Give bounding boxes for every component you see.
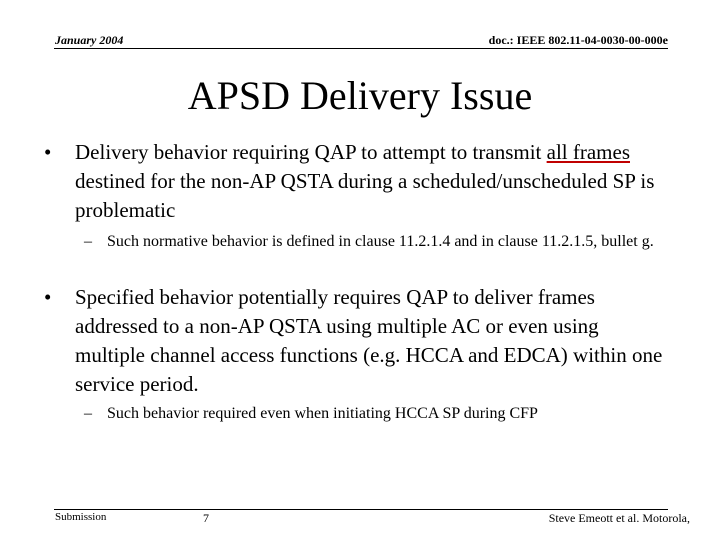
bullet-1-text-after: destined for the non-AP QSTA during a scheduled/unscheduled SP is problematic <box>75 169 655 222</box>
bullet-1-underlined: all frames <box>546 140 630 164</box>
bullet-2-text: Specified behavior potentially requires QAP to deliver frames addressed to a non-AP QSTA using multiple AC or even using multiple channel access functions (e.g. HCCA and EDCA) within one service period. <box>75 285 663 396</box>
bullet-marker: • <box>44 140 52 164</box>
footer-submission: Submission <box>55 511 107 523</box>
footer-author: Steve Emeott et al. Motorola, <box>548 511 690 525</box>
bullet-1-text <box>75 138 664 225</box>
footer-divider <box>54 509 668 510</box>
sub-bullet-2 <box>84 402 674 426</box>
bullet-1-text-before: Delivery behavior requiring QAP to attempt to transmit <box>75 140 547 164</box>
sub-bullet-marker: – <box>84 233 92 250</box>
sub-bullet-1-text: Such normative behavior is defined in clause 11.2.1.4 and in clause 11.2.1.5, bullet g. <box>107 233 654 250</box>
footer-page-number: 7 <box>203 511 209 525</box>
sub-bullet-2-text: Such behavior required even when initiating HCCA SP during CFP <box>107 405 538 422</box>
sub-bullet-1 <box>84 230 664 254</box>
bullet-marker: • <box>44 285 52 309</box>
bullet-2 <box>44 283 664 399</box>
header-doc-id: doc.: IEEE 802.11-04-0030-00-000e <box>488 33 668 47</box>
slide-title: APSD Delivery Issue <box>187 73 533 118</box>
header-divider <box>54 48 668 49</box>
header-date: January 2004 <box>55 33 124 47</box>
sub-bullet-marker: – <box>84 405 92 422</box>
bullet-1 <box>44 138 664 225</box>
